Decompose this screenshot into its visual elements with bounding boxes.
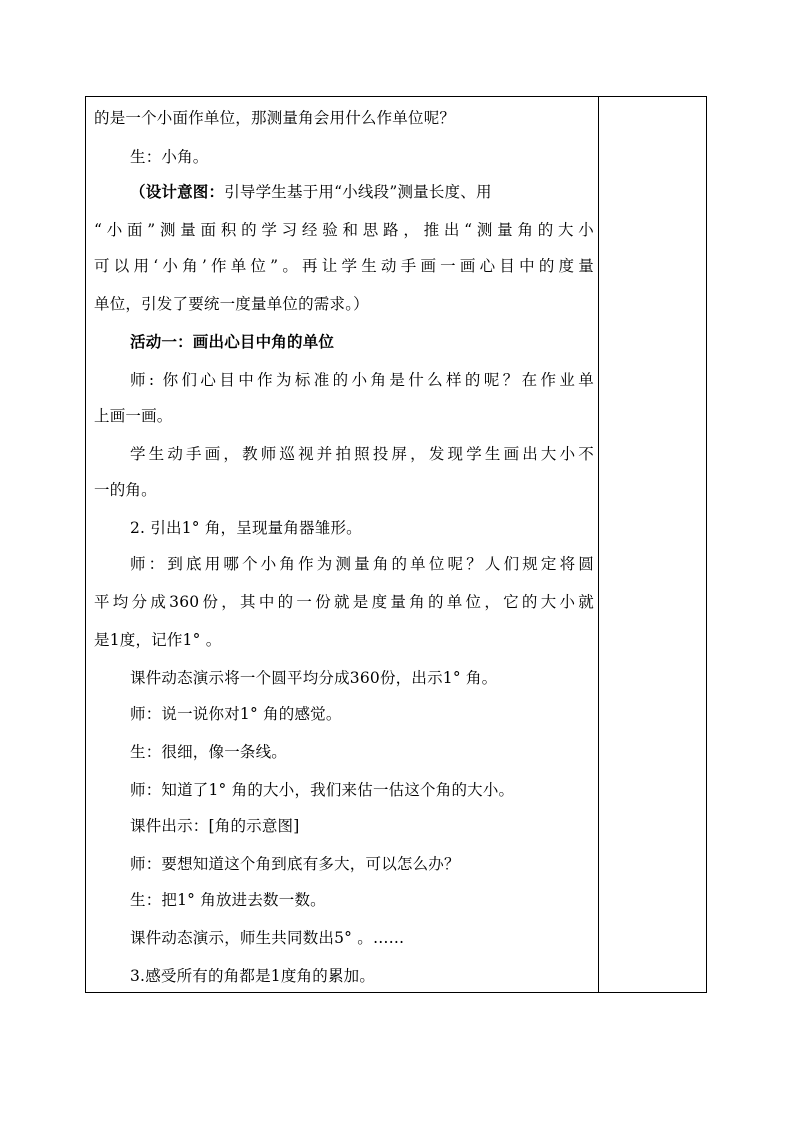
text-line: 生：很细，像一条线。 [130,743,288,761]
text-line: 师: 你们心目中作为标准的小角是什么样的呢？在作业单 [130,371,594,389]
activity-heading: 活动一：画出心目中角的单位 [130,332,335,351]
text-line: 课件动态演示将一个圆平均分成360份，出示1° 角。 [130,669,498,687]
text-line: 师：说一说你对1° 角的感觉。 [130,705,342,723]
design-intent-text: 引导学生基于用“小线段”测量长度、用 [224,183,492,201]
design-intent-label: （设计意图： [130,182,225,201]
text-line: 可以用‘小角’作单位”。再让学生动手画一画心目中的度量 [94,257,594,275]
text-line: 师：要想知道这个角到底有多大，可以怎么办？ [130,855,460,873]
text-line: 3.感受所有的角都是1度角的累加。 [130,967,376,985]
text-line: 学生动手画，教师巡视并拍照投屏，发现学生画出大小不 [130,445,594,463]
text-line: 一的角。 [94,481,157,499]
text-line: 是1度，记作1° 。 [94,631,222,649]
text-line: 2. 引出1° 角，呈现量角器雏形。 [130,519,362,537]
text-line: 师：知道了1° 角的大小，我们来估一估这个角的大小。 [130,781,515,799]
text-line: 的是一个小面作单位，那测量角会用什么作单位呢？ [94,109,456,127]
text-line: 课件动态演示，师生共同数出5° 。…… [130,929,405,947]
notes-cell [600,97,706,992]
design-intent-line [130,182,492,202]
table-column-divider [598,96,599,993]
text-line: 师：到底用哪个小角作为测量角的单位呢？人们规定将圆 [130,555,594,573]
text-line: 课件出示：[角的示意图] [130,817,300,835]
text-line: 生：小角。 [130,148,209,166]
text-line: “小面”测量面积的学习经验和思路，推出“测量角的大小 [94,221,594,239]
text-line: 生：把1° 角放进去数一数。 [130,891,326,909]
text-line: 上画一画。 [94,407,173,425]
text-line: 平均分成360份，其中的一份就是度量角的单位，它的大小就 [94,593,594,611]
text-line: 单位，引发了要统一度量单位的需求。） [94,295,369,313]
